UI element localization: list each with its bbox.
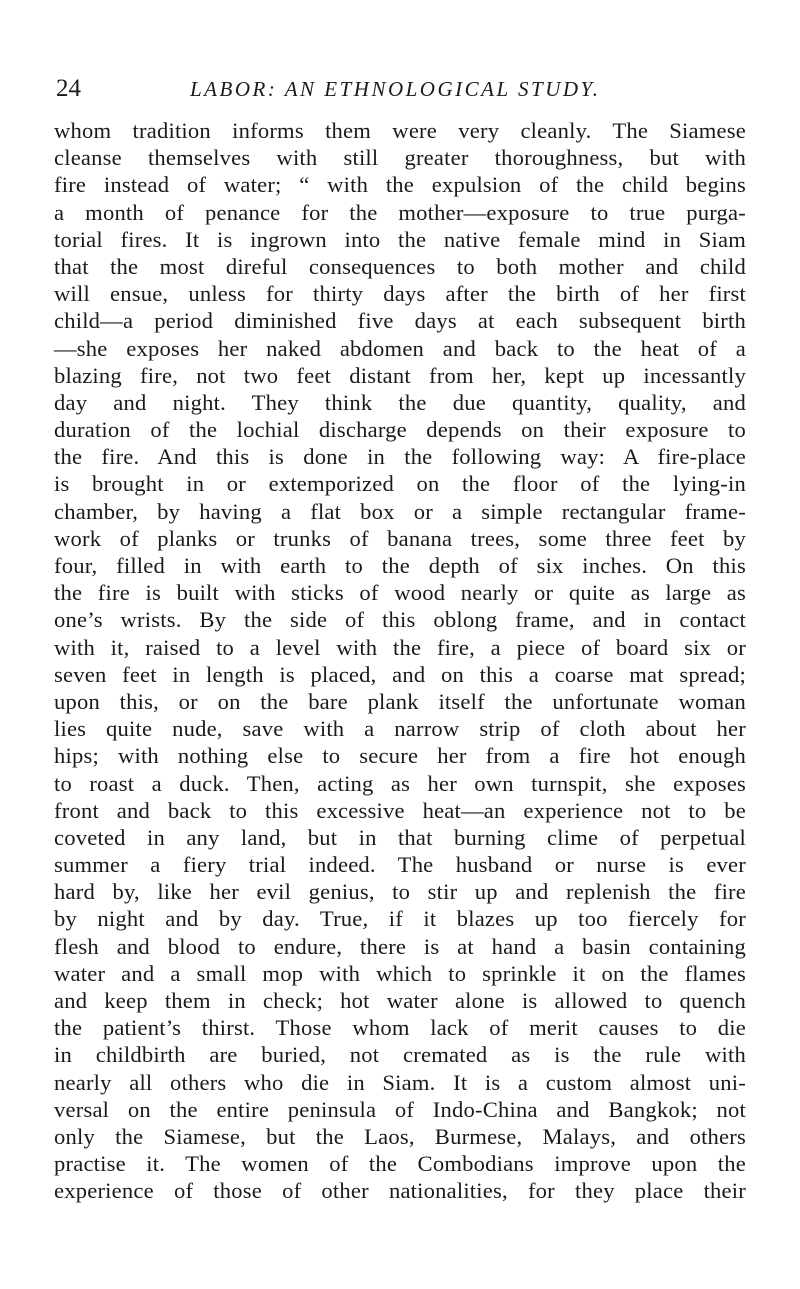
text-line: blazing fire, not two feet distant from her, kept up incessantly <box>54 362 746 388</box>
text-line: torial fires. It is ingrown into the native female mind in Siam <box>54 226 746 252</box>
text-line: practise it. The women of the Combodians improve upon the <box>54 1151 746 1177</box>
text-line: day and night. They think the due quantity, quality, and <box>54 389 746 415</box>
text-line: hips; with nothing else to secure her from a fire hot enough <box>54 743 746 769</box>
text-line: front and back to this excessive heat—an experience not to be <box>54 797 746 823</box>
text-line: fire instead of water; “ with the expulsion of the child begins <box>54 172 746 198</box>
running-head: LABOR: AN ETHNOLOGICAL STUDY. <box>190 77 601 101</box>
text-line: the patient’s thirst. Those whom lack of merit causes to die <box>54 1015 746 1041</box>
text-line: duration of the lochial discharge depends on their exposure to <box>54 417 746 443</box>
text-line: a month of penance for the mother—exposure to true purga- <box>54 199 746 225</box>
text-line: to roast a duck. Then, acting as her own turnspit, she exposes <box>54 770 746 796</box>
text-line: nearly all others who die in Siam. It is a custom almost uni- <box>54 1069 746 1095</box>
text-line: upon this, or on the bare plank itself the unfortunate woman <box>54 688 746 714</box>
text-line: work of planks or trunks of banana trees, some three feet by <box>54 525 746 551</box>
text-line: versal on the entire peninsula of Indo-China and Bangkok; not <box>54 1096 746 1122</box>
text-line: in childbirth are buried, not cremated as is the rule with <box>54 1042 746 1068</box>
text-line: only the Siamese, but the Laos, Burmese, Malays, and others <box>54 1123 746 1149</box>
text-line: by night and by day. True, if it blazes up too fiercely for <box>54 906 746 932</box>
text-line: summer a fiery trial indeed. The husband or nurse is ever <box>54 852 746 878</box>
text-line: coveted in any land, but in that burning clime of perpetual <box>54 824 746 850</box>
text-line: the fire. And this is done in the following way: A fire-place <box>54 444 746 470</box>
text-line: and keep them in check; hot water alone is allowed to quench <box>54 988 746 1013</box>
text-line: one’s wrists. By the side of this oblong frame, and in contact <box>54 607 746 633</box>
text-line: —she exposes her naked abdomen and back to the heat of a <box>54 335 746 361</box>
text-line: water and a small mop with which to sprinkle it on the flames <box>54 960 746 986</box>
text-line: child—a period diminished five days at each subsequent birth <box>54 308 746 334</box>
text-line: the fire is built with sticks of wood nearly or quite as large as <box>54 580 746 606</box>
page-header <box>56 74 746 104</box>
text-line: cleanse themselves with still greater thoroughness, but with <box>54 145 746 171</box>
text-line: with it, raised to a level with the fire, a piece of board six or <box>54 634 746 660</box>
text-line: hard by, like her evil genius, to stir up and replenish the fire <box>54 879 746 905</box>
text-line: that the most direful consequences to both mother and child <box>54 253 746 279</box>
text-line: lies quite nude, save with a narrow strip of cloth about her <box>54 716 746 742</box>
text-line: seven feet in length is placed, and on this a coarse mat spread; <box>54 661 746 687</box>
text-line: four, filled in with earth to the depth of six inches. On this <box>54 553 746 578</box>
page-number: 24 <box>56 75 81 102</box>
text-line: experience of those of other nationalities, for they place their <box>54 1178 746 1204</box>
text-line: whom tradition informs them were very cleanly. The Siamese <box>54 118 746 143</box>
text-line: will ensue, unless for thirty days after the birth of her first <box>54 281 746 307</box>
text-line: chamber, by having a flat box or a simple rectangular frame- <box>54 498 746 524</box>
text-line: is brought in or extemporized on the floor of the lying-in <box>54 471 746 497</box>
body-text <box>54 117 754 1205</box>
text-line: flesh and blood to endure, there is at hand a basin containing <box>54 933 746 959</box>
